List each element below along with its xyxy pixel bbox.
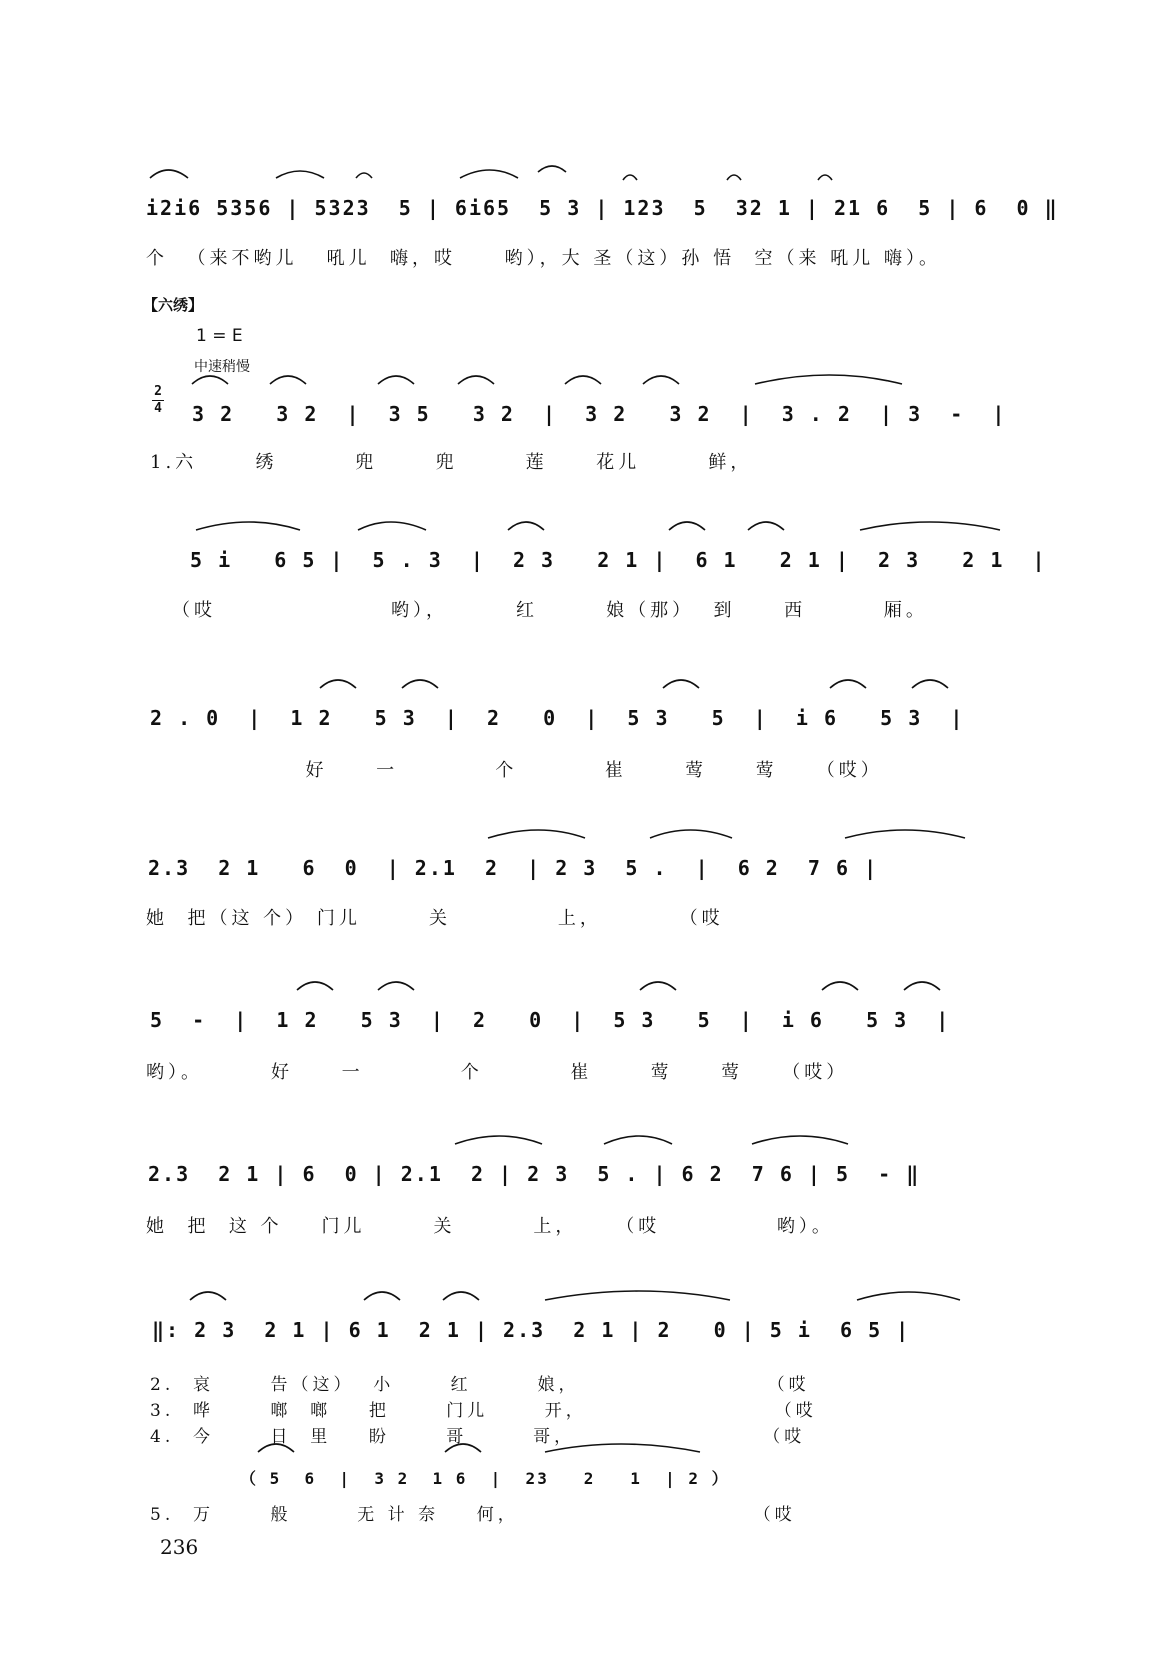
system-1-notes: i2i6 5356 | 5323 5 | 6i65 5 3 | 123 5 32 1 | 21 6 5 | 6 0 ‖ [146,196,1059,220]
system-5-lyrics: 她 把（这 个） 门儿 关 上， （哎 [146,908,724,929]
system-2-lyrics: 1.六 绣 兜 兜 莲 花儿 鲜， [150,452,753,473]
system-4-notes: 2 . 0 | 1 2 5 3 | 2 0 | 5 3 5 | i 6 5 3 | [150,706,965,730]
key-signature: 1 = E [196,326,243,346]
system-3-notes: 5 i 6 5 | 5 . 3 | 2 3 2 1 | 6 1 2 1 | 2 3 2 1 | [190,548,1047,572]
system-6-lyrics: 哟）。 好 一 个 崔 莺 莺 （哎） [146,1062,849,1083]
system-7-lyrics: 她 把 这 个 门儿 关 上， （哎 哟）。 [146,1216,834,1237]
page-number: 236 [160,1535,199,1559]
system-7-notes: 2.3 2 1 | 6 0 | 2.1 2 | 2 3 5 . | 6 2 7 6 | 5 - ‖ [148,1162,921,1186]
verse-5-lyrics: 5. 万 般 无 计 奈 何， （哎 [150,1505,796,1525]
system-4-lyrics: 好 一 个 崔 莺 莺 （哎） [150,760,883,781]
verse-4-lyrics: 4. 今 日 里 盼 哥 哥， （哎 [150,1427,806,1447]
system-2-notes: 3 2 3 2 | 3 5 3 2 | 3 2 3 2 | 3 . 2 | 3 - | [192,402,1007,426]
tempo-marking: 中速稍慢 [194,359,250,375]
time-signature-bottom: 4 [154,401,162,416]
system-1-lyrics: 个 （来不哟儿 吼儿 嗨，哎 哟），大 圣（这）孙 悟 空（来 吼儿 嗨）。 [146,248,941,269]
system-6-notes: 5 - | 1 2 5 3 | 2 0 | 5 3 5 | i 6 5 3 | [150,1008,951,1032]
time-signature-top: 2 [154,384,162,399]
verse-3-lyrics: 3. 哗 啷 啷 把 门儿 开， （哎 [150,1401,817,1421]
system-9-notes: （ 5 6 | 3 2 1 6 | 23 2 1 | 2 ） [240,1469,730,1488]
time-signature [152,385,164,416]
verse-2-lyrics: 2. 哀 告（这） 小 红 娘， （哎 [150,1375,810,1395]
system-8-notes: ‖: 2 3 2 1 | 6 1 2 1 | 2.3 2 1 | 2 0 | 5 i 6 5 | [152,1318,911,1342]
system-3-lyrics: （哎 哟）， 红 娘（那） 到 西 厢。 [172,600,928,621]
system-5-notes: 2.3 2 1 6 0 | 2.1 2 | 2 3 5 . | 6 2 7 6 | [148,856,879,880]
section-title: 【六绣】 [143,296,204,314]
